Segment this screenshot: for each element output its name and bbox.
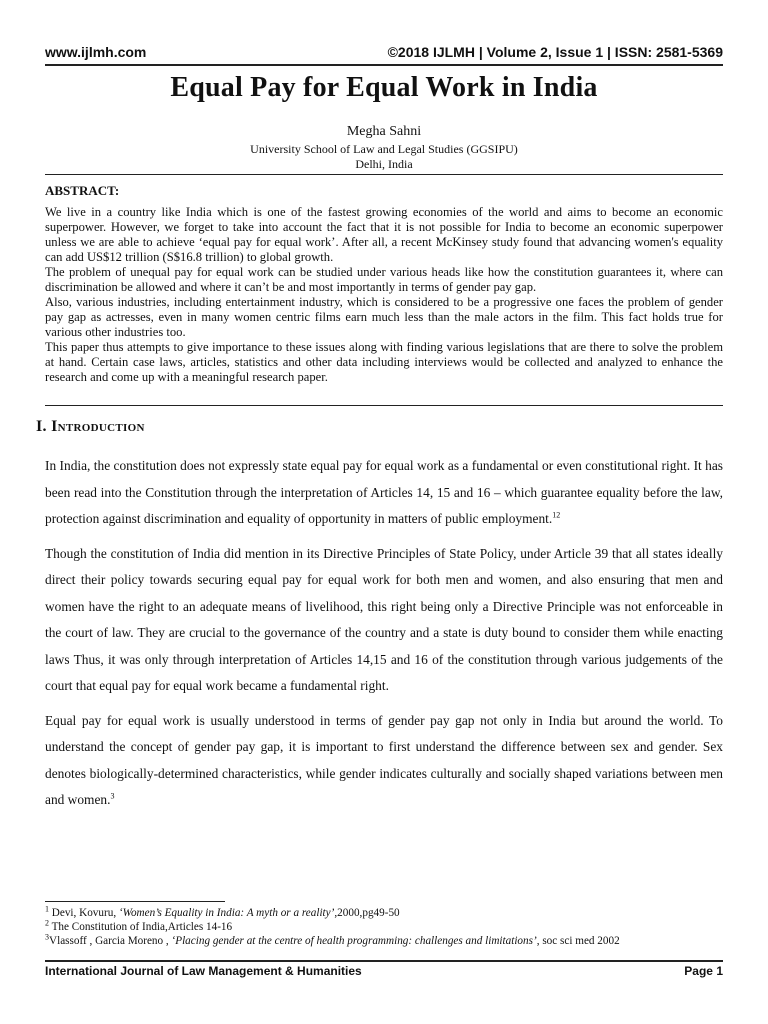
body-paragraph (45, 708, 723, 814)
footnote-title: ‘Placing gender at the centre of health programming: challenges and limitations’ (171, 935, 537, 947)
running-header (45, 44, 723, 60)
affiliation-institution: University School of Law and Legal Studies (GGSIPU) (250, 142, 518, 156)
footer-journal-name: International Journal of Law Management & Humanities (45, 964, 362, 978)
running-footer (45, 964, 723, 978)
footnote-title: ‘Women’s Equality in India: A myth or a reality’ (118, 907, 335, 919)
abstract-section (45, 174, 723, 406)
abstract-heading: ABSTRACT: (45, 183, 120, 198)
footnote-ref: 12 (552, 510, 561, 520)
author-name: Megha Sahni (346, 124, 422, 139)
author-affiliation (0, 142, 768, 172)
paragraph-text: In India, the constitution does not expressly state equal pay for equal work as a fundamental or even constitutional right. It has been read into the Constitution through the interpretation of Articles 14, 15 and 16 – which guarantee equality before the law, protection against discrimination and equality of opportunity in matters of public employment. (45, 458, 723, 526)
footnotes (45, 906, 723, 948)
paragraph-text: Equal pay for equal work is usually understood in terms of gender pay gap not only in India but around the world. To understand the concept of gender pay gap, it is important to first understand the difference between sex and gender. Sex denotes biologically-determined characteristics, while gender indicates culturally and socially shaped variations between men and women. (45, 712, 723, 807)
footnote-3 (45, 934, 723, 948)
body-paragraph: Though the constitution of India did mention in its Directive Principles of State Policy, under Article 39 that all states ideally direct their policy towards securing equal pay for equal work for both men and women, and also ensuring that men and women have the right to an adequate means of livelihood, this right being only a Directive Principle was not enforceable in the court of law. They are crucial to the governance of the country and a state is duty bound to consider them while enacting laws Thus, it was only through interpretation of Articles 14,15 and 16 of the constitution through various judgements of the court that equal pay for equal work became a fundamental right. (45, 545, 723, 693)
abstract-body (45, 205, 723, 385)
footnote-author: Vlassoff , Garcia Moreno , (49, 935, 172, 947)
paper-title: Equal Pay for Equal Work in India (170, 72, 598, 103)
footnote-author: Devi, Kovuru, (49, 907, 119, 919)
footnote-detail: , soc sci med 2002 (536, 935, 620, 947)
abstract-paragraph: We live in a country like India which is one of the fastest growing economies of the world and aims to become an economic superpower. However, we forget to take into account the fact that it is not possible for India to become an economic superpower unless we are able to achieve ‘equal pay for equal work’. After all, a recent McKinsey study found that advancing women's equality can add US$12 trillion (S$16.8 trillion) to global growth. (45, 205, 723, 264)
footnote-number: 3 (45, 932, 49, 942)
footnote-ref: 3 (110, 791, 115, 801)
footnote-number: 1 (45, 904, 49, 914)
footnote-2 (45, 920, 723, 934)
abstract-paragraph: Also, various industries, including entertainment industry, which is considered to be a progressive one faces the problem of gender pay gap as actresses, even in many women centric films earn much less than the male actors in the film. This fact holds true for various other industries too. (45, 295, 723, 339)
journal-citation: ©2018 IJLMH | Volume 2, Issue 1 | ISSN: 2581-5369 (387, 44, 723, 60)
footnote-text: The Constitution of India,Articles 14-16 (49, 921, 233, 933)
footnote-1 (45, 906, 723, 920)
body-paragraph (45, 453, 723, 533)
page-number: Page 1 (684, 964, 723, 978)
footnote-number: 2 (45, 918, 49, 928)
introduction-body (45, 453, 723, 822)
abstract-paragraph: The problem of unequal pay for equal work can be studied under various heads like how the constitution guarantees it, where can discrimination be allowed and where it can’t be and most importantly in terms of gender pay gap. (45, 265, 723, 294)
footer-divider (45, 960, 723, 962)
affiliation-location: Delhi, India (355, 157, 413, 171)
footnote-divider (45, 901, 225, 902)
section-heading-introduction: I. Introduction (36, 418, 145, 435)
header-divider (45, 64, 723, 66)
footnote-detail: ,2000,pg49-50 (334, 907, 400, 919)
abstract-paragraph: This paper thus attempts to give importance to these issues along with finding various legislations that are there to solve the problem at hand. Certain case laws, articles, statistics and other data including interviews would be collected and analyzed to enhance the research and come up with a meaningful research paper. (45, 340, 723, 384)
journal-website: www.ijlmh.com (45, 44, 147, 60)
